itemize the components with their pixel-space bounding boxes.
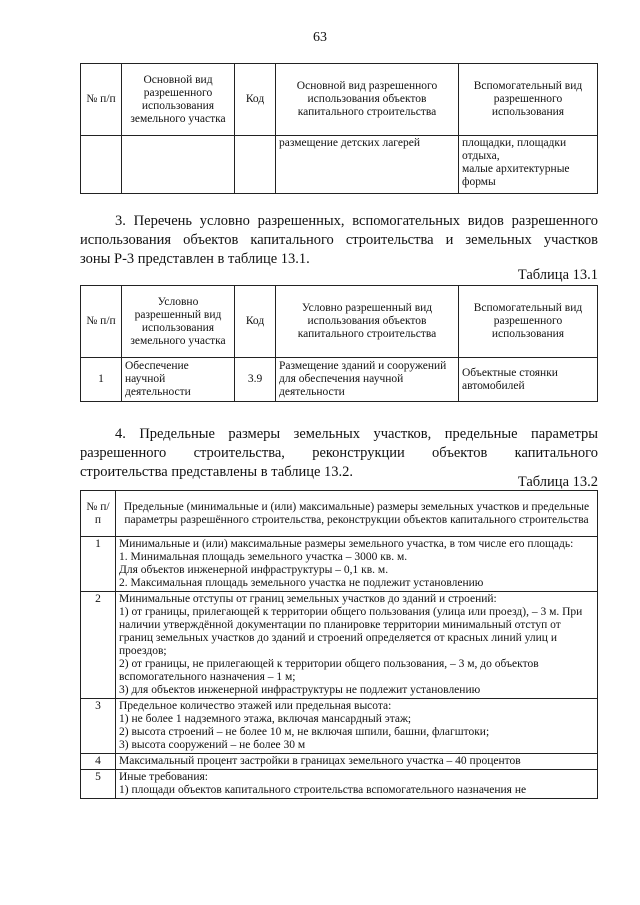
table-header-row — [81, 491, 598, 537]
header-num: № п/п — [81, 491, 116, 537]
table-header-row — [81, 286, 598, 358]
cell-num: 4 — [81, 754, 116, 770]
table-row — [81, 770, 598, 799]
cell-code: 3.9 — [235, 358, 276, 402]
header-conditional-land-use: Условно разрешенный вид использования земельного участка — [122, 286, 235, 358]
header-code: Код — [235, 286, 276, 358]
cell-text: Иные требования: 1) площади объектов капитального строительства вспомогательного назначения не — [116, 770, 598, 799]
cell-empty — [122, 136, 235, 194]
table-row — [81, 537, 598, 592]
cell-auxiliary-use: Объектные стоянки автомобилей — [459, 358, 598, 402]
cell-empty — [81, 136, 122, 194]
paragraph-3: 3. Перечень условно разрешенных, вспомогательных видов разрешенного использования объектов капитального строительства и земельных участков зоны Р-3 представлен в таблице 13.1. — [80, 213, 598, 267]
header-main-land-use: Основной вид разрешенного использования земельного участка — [122, 64, 235, 136]
header-auxiliary-use: Вспомогательный вид разрешенного использования — [459, 64, 598, 136]
table-header-row — [81, 64, 598, 136]
header-num: № п/п — [81, 286, 122, 358]
table-row — [81, 754, 598, 770]
cell-text: Предельное количество этажей или предельная высота: 1) не более 1 надземного этажа, включая мансардный этаж; 2) высота строений – не более 10 м, не включая шпили, башни, флагштоки; 3) высота сооружений – не более 30 м — [116, 699, 598, 754]
table-13-2 — [80, 490, 598, 799]
cell-num: 5 — [81, 770, 116, 799]
cell-num: 2 — [81, 592, 116, 699]
table-row — [81, 136, 598, 194]
table-row — [81, 592, 598, 699]
table-13-1 — [80, 285, 598, 402]
header-num: № п/п — [81, 64, 122, 136]
header-conditional-building-use: Условно разрешенный вид использования объектов капитального строительства — [276, 286, 459, 358]
table-row — [81, 358, 598, 402]
cell-num: 1 — [81, 358, 122, 402]
cell-empty — [235, 136, 276, 194]
cell-building-use: Размещение зданий и сооружений для обеспечения научной деятельности — [276, 358, 459, 402]
cell-auxiliary-use: площадки, площадки отдыха, малые архитектурные формы — [459, 136, 598, 194]
caption-table-13-1: Таблица 13.1 — [517, 267, 598, 283]
cell-text: Максимальный процент застройки в границах земельного участка – 40 процентов — [116, 754, 598, 770]
paragraph-4: 4. Предельные размеры земельных участков, предельные параметры разрешенного строительства, реконструкции объектов капитального строительства представлены в таблице 13.2. — [80, 426, 598, 480]
header-code: Код — [235, 64, 276, 136]
cell-num: 1 — [81, 537, 116, 592]
header-main-building-use: Основной вид разрешенного использования объектов капитального строительства — [276, 64, 459, 136]
cell-land-use: Обеспечение научной деятельности — [122, 358, 235, 402]
table-continued — [80, 63, 598, 194]
page-number: 63 — [313, 30, 327, 45]
table-row — [81, 699, 598, 754]
cell-num: 3 — [81, 699, 116, 754]
header-auxiliary-use: Вспомогательный вид разрешенного использования — [459, 286, 598, 358]
header-parameters: Предельные (минимальные и (или) максимальные) размеры земельных участков и предельные параметры разрешённого строительства, реконструкции объектов капитального строительства — [116, 491, 598, 537]
cell-building-use: размещение детских лагерей — [276, 136, 459, 194]
cell-text: Минимальные и (или) максимальные размеры земельного участка, в том числе его площадь: 1. Минимальная площадь земельного участка – 3000 кв. м. Для объектов инженерной инфраструктуры – 0,1 кв. м. 2. Максимальная площадь земельного участка не подлежит установлению — [116, 537, 598, 592]
cell-text: Минимальные отступы от границ земельных участков до зданий и строений: 1) от границы, прилегающей к территории общего пользования (улица или проезд), – 3 м. При наличии утверждённой документации по планировке территории минимальный отступ от границ земельных участков до зданий и строений определяется от красных линий улиц и проездов; 2) от границы, не прилегающей к территории общего пользования, – 3 м, до объектов вспомогательного назначения – 1 м; 3) для объектов инженерной инфраструктуры не подлежит установлению — [116, 592, 598, 699]
caption-table-13-2: Таблица 13.2 — [517, 474, 598, 490]
